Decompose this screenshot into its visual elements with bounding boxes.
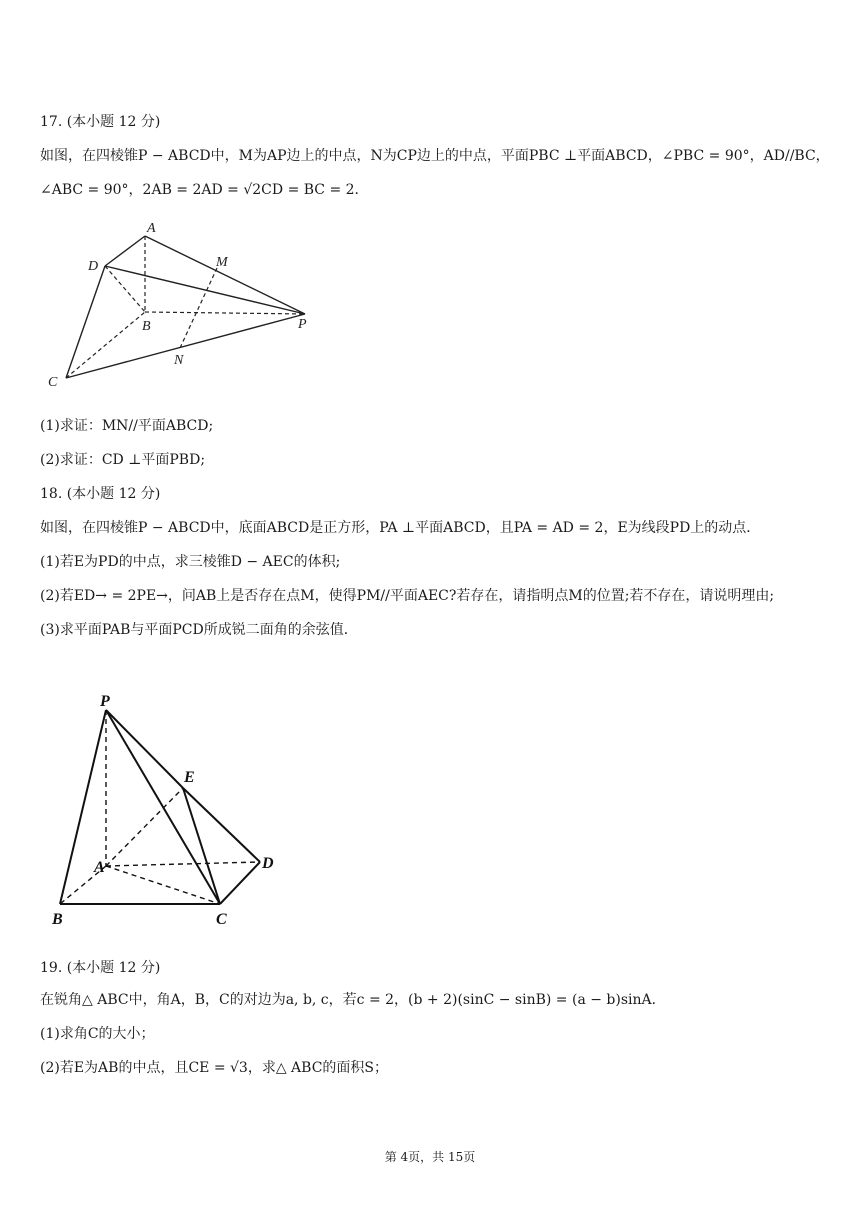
segment-MN-hidden xyxy=(180,268,217,348)
edge-DP xyxy=(105,266,305,314)
edge-BP-hidden xyxy=(145,312,305,314)
q19-stem: 在锐角△ ABC中，角A，B，C的对边为a, b, c，若c = 2，(b + 2)(sinC − sinB) = (a − b)sinA． xyxy=(40,992,666,1008)
label-A: A xyxy=(94,859,105,876)
q18-part1: (1)若E为PD的中点，求三棱锥D − AEC的体积; xyxy=(40,554,341,570)
page-footer: 第 4页，共 15页 xyxy=(384,1150,476,1164)
label-B: B xyxy=(52,911,63,928)
q18-pyramid-diagram xyxy=(44,690,294,940)
label-A: A xyxy=(147,221,156,236)
q18-header: 18. (本小题 12 分) xyxy=(40,486,161,502)
q19-header: 19. (本小题 12 分) xyxy=(40,960,161,976)
q17-pyramid-figure xyxy=(40,214,320,394)
q17-pyramid-diagram xyxy=(40,214,320,394)
label-M: M xyxy=(216,255,228,270)
label-B: B xyxy=(142,319,151,334)
label-P: P xyxy=(100,693,110,710)
q17-stem-line1: 如图，在四棱锥P − ABCD中，M为AP边上的中点，N为CP边上的中点，平面PBC ⊥平面ABCD，∠PBC = 90°，AD//BC， xyxy=(40,148,830,164)
q18-part3: (3)求平面PAB与平面PCD所成锐二面角的余弦值． xyxy=(40,622,358,638)
label-D: D xyxy=(88,259,99,274)
q17-stem-line2: ∠ABC = 90°，2AB = 2AD = √2CD = BC = 2． xyxy=(40,182,369,198)
label-P: P xyxy=(298,317,307,332)
edge-CD xyxy=(66,266,105,378)
q18-part2: (2)若ED→ = 2PE→，问AB上是否存在点M，使得PM//平面AEC?若存在，请指明点M的位置;若不存在，请说明理由; xyxy=(40,588,775,604)
label-C: C xyxy=(216,911,227,928)
edge-AP xyxy=(145,236,305,314)
q18-pyramid-figure xyxy=(44,690,294,940)
q17-header: 17. (本小题 12 分) xyxy=(40,114,161,130)
label-C: C xyxy=(48,375,58,390)
edge-AD-hidden xyxy=(106,862,260,866)
label-N: N xyxy=(174,353,184,368)
q19-part1: (1)求角C的大小； xyxy=(40,1026,155,1042)
q18-stem: 如图，在四棱锥P − ABCD中，底面ABCD是正方形，PA ⊥平面ABCD，且PA = AD = 2，E为线段PD上的动点． xyxy=(40,520,761,536)
label-D: D xyxy=(262,855,274,872)
edge-DA xyxy=(105,236,145,266)
segment-AE-hidden xyxy=(106,788,183,866)
label-E: E xyxy=(184,769,195,786)
edge-CD xyxy=(220,862,260,904)
q17-part2: (2)求证：CD ⊥平面PBD; xyxy=(40,452,206,468)
edge-CP xyxy=(66,314,305,378)
edge-DB-hidden xyxy=(105,266,145,312)
q17-part1: (1)求证：MN//平面ABCD; xyxy=(40,418,214,434)
q19-part2: (2)若E为AB的中点，且CE = √3，求△ ABC的面积S； xyxy=(40,1060,389,1076)
segment-AC-hidden xyxy=(106,866,220,904)
